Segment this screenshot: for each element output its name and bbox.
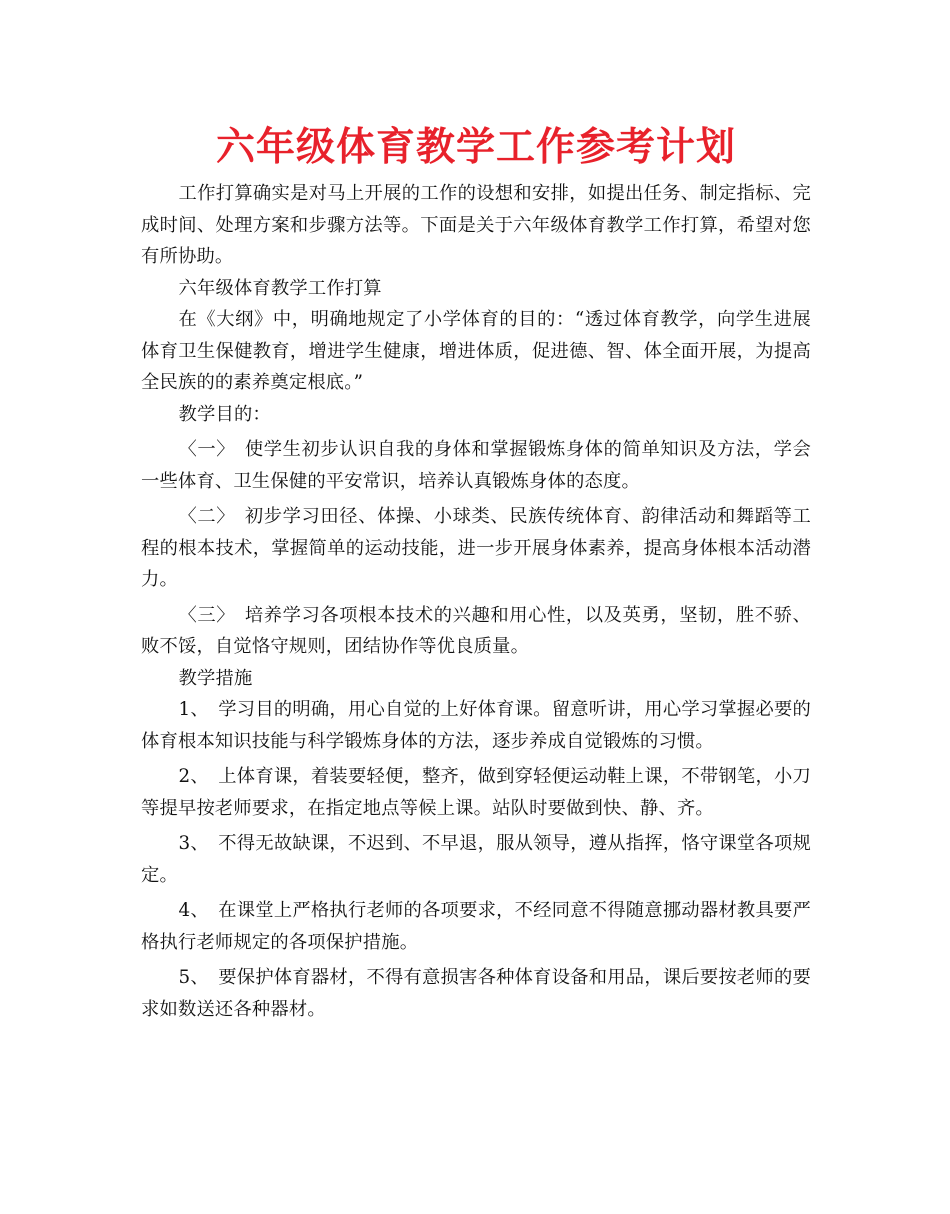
syllabus-paragraph: 在《大纲》中，明确地规定了小学体育的目的：“透过体育教学，向学生进展体育卫生保健教育，增进学生健康，增进体质，促进德、智、体全面开展，为提高全民族的的素养奠定根底。” <box>141 309 811 393</box>
goal-item-1: 〈一〉 使学生初步认识自我的身体和掌握锻炼身体的简单知识及方法，学会一些体育、卫生保健的平安常识，培养认真锻炼身体的态度。 <box>141 439 811 492</box>
intro-paragraph: 工作打算确实是对马上开展的工作的设想和安排，如提出任务、制定指标、完成时间、处理方案和步骤方法等。下面是关于六年级体育教学工作打算，希望对您有所协助。 <box>141 183 811 267</box>
section-heading-plan: 六年级体育教学工作打算 <box>178 277 382 299</box>
section-heading-measures: 教学措施 <box>178 667 253 689</box>
document-title: 六年级体育教学工作参考计划 <box>215 125 736 170</box>
measure-item-5: 5、 要保护体育器材，不得有意损害各种体育设备和用品，课后要按老师的要求如数送还各种器材。 <box>141 967 811 1020</box>
measure-item-1: 1、 学习目的明确，用心自觉的上好体育课。留意听讲，用心学习掌握必要的体育根本知识技能与科学锻炼身体的方法，逐步养成自觉锻炼的习惯。 <box>141 699 811 752</box>
measure-item-2: 2、 上体育课，着装要轻便，整齐，做到穿轻便运动鞋上课，不带钢笔，小刀等提早按老师要求，在指定地点等候上课。站队时要做到快、静、齐。 <box>141 766 811 819</box>
goal-item-3: 〈三〉 培养学习各项根本技术的兴趣和用心性，以及英勇，坚韧，胜不骄、败不馁，自觉恪守规则，团结协作等优良质量。 <box>141 604 811 657</box>
measure-item-4: 4、 在课堂上严格执行老师的各项要求，不经同意不得随意挪动器材教具要严格执行老师规定的各项保护措施。 <box>141 900 811 953</box>
document-page <box>141 122 811 1025</box>
measure-item-3: 3、 不得无故缺课，不迟到、不早退，服从领导，遵从指挥，恪守课堂各项规定。 <box>141 833 811 886</box>
goal-item-2: 〈二〉 初步学习田径、体操、小球类、民族传统体育、韵律活动和舞蹈等工程的根本技术，掌握简单的运动技能，进一步开展身体素养，提高身体根本活动潜力。 <box>141 506 811 590</box>
section-heading-goals: 教学目的： <box>178 403 271 425</box>
document-body <box>141 178 811 1025</box>
